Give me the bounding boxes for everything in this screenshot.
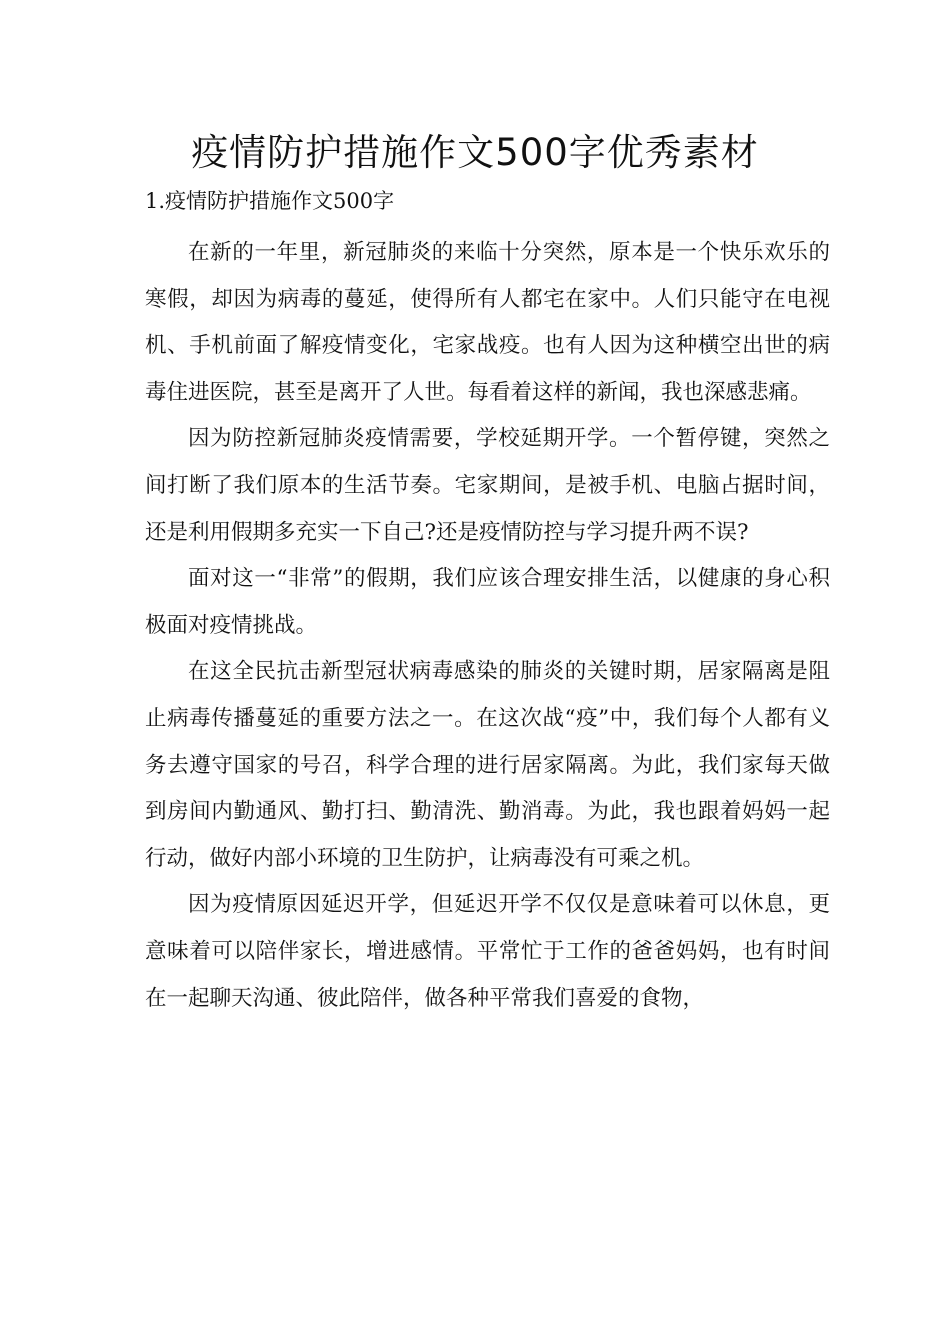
document-title: 疫情防护措施作文500字优秀素材 [191, 131, 759, 174]
paragraph-2: 因为防控新冠肺炎疫情需要，学校延期开学。一个暂停键，突然之间打断了我们原本的生活节奏。宅家期间，是被手机、电脑占据时间，还是利用假期多充实一下自己?还是疫情防控与学习提升两不误? [145, 426, 830, 545]
paragraph-5: 因为疫情原因延迟开学，但延迟开学不仅仅是意味着可以休息，更意味着可以陪伴家长，增进感情。平常忙于工作的爸爸妈妈，也有时间在一起聊天沟通、彼此陪伴，做各种平常我们喜爱的食物， [145, 892, 830, 1011]
paragraph-4: 在这全民抗击新型冠状病毒感染的肺炎的关键时期，居家隔离是阻止病毒传播蔓延的重要方法之一。在这次战“疫”中，我们每个人都有义务去遵守国家的号召，科学合理的进行居家隔离。为此，我们家每天做到房间内勤通风、勤打扫、勤清洗、勤消毒。为此，我也跟着妈妈一起行动，做好内部小环境的卫生防护，让病毒没有可乘之机。 [145, 659, 830, 871]
paragraph-3: 面对这一“非常”的假期，我们应该合理安排生活，以健康的身心积极面对疫情挑战。 [145, 566, 830, 638]
document-body [145, 230, 830, 1022]
section-heading: 1.疫情防护措施作文500字 [145, 189, 395, 213]
paragraph-1: 在新的一年里，新冠肺炎的来临十分突然，原本是一个快乐欢乐的寒假，却因为病毒的蔓延，使得所有人都宅在家中。人们只能守在电视机、手机前面了解疫情变化，宅家战疫。也有人因为这种横空出世的病毒住进医院，甚至是离开了人世。每看着这样的新闻，我也深感悲痛。 [145, 240, 830, 405]
